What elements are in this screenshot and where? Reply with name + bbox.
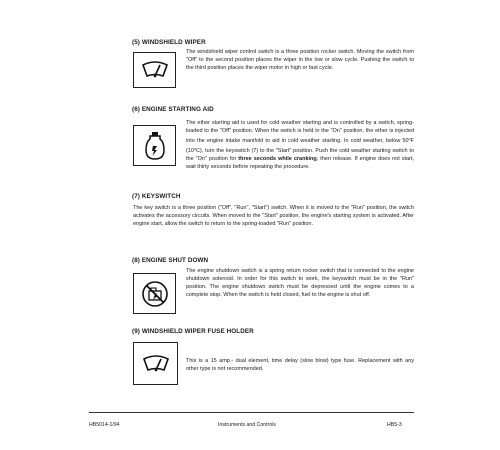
windshield-wiper-icon-box bbox=[133, 52, 176, 88]
starting-aid-emphasis: three seconds while cranking bbox=[238, 156, 317, 163]
footer-doc-number: HB5014-1/94 bbox=[89, 422, 120, 428]
engine-shutdown-icon bbox=[141, 280, 169, 308]
section-heading-engine-starting-aid: (6) ENGINE STARTING AID bbox=[132, 106, 214, 113]
starting-aid-text-4: , then release. If engine does not start, wait thirty seconds before repeating the procedure. bbox=[186, 156, 414, 171]
ether-start-aid-icon bbox=[143, 131, 167, 161]
wiper-fuse-holder-description: This is a 15 amp.- dual element, time delay (slow blow) type fuse. Replacement with any other type is not recommended. bbox=[186, 358, 414, 373]
engine-starting-aid-description bbox=[186, 119, 414, 172]
engine-shut-down-description: The engine shutdown switch is a spring return rocker switch that is connected to the engine shutdown solenoid. In order for this switch to work, the keyswitch must be in the "Run" position. The engine shutdown switch must be depressed until the engine comes to a complete stop. When the switch is held closed, fuel to the engine is shut off. bbox=[186, 268, 414, 299]
starting-aid-text-1: The ether starting aid is used for cold weather starting and is controlled by a switch, spring-loaded to the "Off" position. When the switch is held in the "On" position, the ether is injected into the engine intake manifold to aid in cold weather starting. In cold weather, below 50 bbox=[186, 120, 414, 145]
section-heading-keyswitch: (7) KEYSWITCH bbox=[132, 193, 181, 200]
engine-starting-aid-icon-box bbox=[133, 125, 176, 166]
degree-sign: o bbox=[408, 137, 411, 142]
section-heading-wiper-fuse-holder: (9) WINDSHIELD WIPER FUSE HOLDER bbox=[132, 328, 254, 335]
windshield-wiper-description: The windshield wiper control switch is a three position rocker switch. Moving the switch from "Off" to the second position places the wiper in the low or slow cycle. Pushing the switch to the third position places the wiper motor in high or fast cycle. bbox=[186, 49, 414, 72]
footer-section-title: Instruments and Controls bbox=[218, 422, 276, 428]
wiper-fuse-holder-icon-box bbox=[133, 342, 178, 385]
degree-sign: o bbox=[193, 147, 196, 152]
keyswitch-description: The key switch is a three position ("Off", "Run", "Start") switch. When it is moved to the "Run" position, the switch activates the accessory circuits. When moved to the "Start" position, the engine's starting system is activated. After engine start, allow the switch to return to the spring-loaded "Run" position. bbox=[133, 205, 414, 228]
footer-divider bbox=[89, 412, 414, 413]
wiper-icon bbox=[142, 353, 170, 375]
section-heading-engine-shut-down: (8) ENGINE SHUT DOWN bbox=[132, 257, 209, 264]
starting-aid-text-3: C), turn the keyswitch (7) to the "Start" position. Push the cold weather starting switch to the "On" position for bbox=[186, 148, 414, 163]
footer-page-number: HB5-3 bbox=[387, 422, 402, 428]
engine-shut-down-icon-box bbox=[133, 273, 176, 314]
section-heading-windshield-wiper: (5) WINDSHIELD WIPER bbox=[132, 39, 206, 46]
wiper-icon bbox=[141, 59, 169, 81]
starting-aid-text-2: F (10 bbox=[186, 138, 414, 155]
